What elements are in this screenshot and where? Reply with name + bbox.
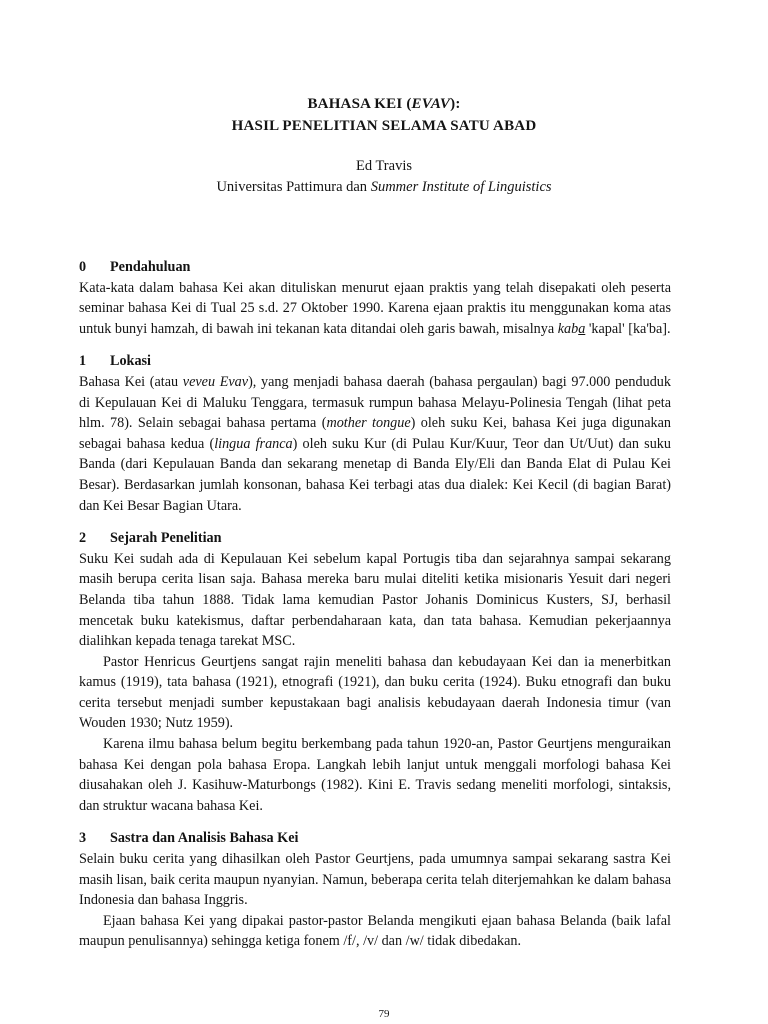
page-number: 79 — [378, 1008, 390, 1020]
section-heading — [79, 828, 671, 849]
section-number: 1 — [79, 353, 87, 370]
title-line-2: HASIL PENELITIAN SELAMA SATU ABAD — [231, 118, 537, 134]
stressed-syllable: a — [578, 320, 586, 337]
section-heading — [79, 351, 671, 372]
section-3 — [79, 828, 671, 952]
paragraph: Pastor Henricus Geurtjens sangat rajin meneliti bahasa dan kebudayaan Kei dan ia menerbitkan kamus (1919), tata bahasa (1921), etnografi (1921), dan buku cerita (1924). Buku etnografi dan buku cerita tersebut menjadi sumber kepustakaan bagi analisis kebudayaan daerah Indonesia timur (van Wouden 1930; Nutz 1959). — [79, 653, 671, 732]
section-number: 0 — [79, 259, 87, 275]
section-title: Sejarah Penelitian — [110, 530, 222, 547]
text-run: ), yang menjadi bahasa daerah (bahasa pergaulan) bagi 97.000 penduduk di Kepulauan Kei di Maluku Tenggara, termasuk rumpun bahasa Melayu-Polinesia Tengah (lihat peta hlm. 78). Selain sebagai bahasa pertama ( — [79, 373, 671, 432]
author-name: Ed Travis — [355, 158, 412, 174]
section-heading — [79, 528, 671, 549]
text-run: 'kapal' [ka'ba]. — [585, 320, 671, 337]
title-prefix: BAHASA KEI ( — [307, 96, 412, 112]
example-word — [558, 321, 586, 337]
title-line-1 — [0, 96, 768, 113]
body-text — [79, 257, 671, 964]
paragraph: Suku Kei sudah ada di Kepulauan Kei sebelum kapal Portugis tiba dan sejarahnya sampai sekarang masih berupa cerita lisan saja. Bahasa mereka baru mulai diteliti ketika misionaris Yesuit dari negeri Belanda tiba tahun 1888. Tidak lama kemudian Pastor Johanis Dominicus Kusters, SJ, berhasil mencetak buku katekismus, daftar perbendaharaan kata, dan tata bahasa. Kemudian pekerjaannya dialihkan kepada tenaga tarekat MSC. — [79, 550, 671, 650]
text-run: Bahasa Kei (atau — [79, 373, 183, 390]
italic-term: veveu Evav — [182, 373, 249, 390]
title-suffix: ): — [450, 96, 461, 112]
paragraph: Selain buku cerita yang dihasilkan oleh Pastor Geurtjens, pada umumnya sampai sekarang sastra Kei masih lisan, baik cerita maupun nyanyian. Namun, beberapa cerita telah diterjemahkan ke dalam bahasa Indonesia dan bahasa Inggris. — [79, 851, 671, 909]
text-run: Kata-kata dalam bahasa Kei akan dituliskan menurut ejaan praktis yang telah disepakati oleh peserta seminar bahasa Kei di Tual 25 s.d. 27 Oktober 1990. Karena ejaan praktis itu menggunakan koma atas untuk bunyi hamzah, di bawah ini tekanan kata ditandai oleh garis bawah, misalnya — [79, 279, 671, 337]
affiliation-text: Universitas Pattimura dan — [216, 179, 371, 195]
author-affiliation — [0, 179, 768, 196]
section-title: Sastra dan Analisis Bahasa Kei — [110, 830, 299, 847]
paragraph — [79, 372, 671, 516]
text-run: ) oleh suku Kur (di Pulau Kur/Kuur, Teor dan Ut/Uut) dan suku Banda (dari Kepulauan Banda dan sekarang menetap di Banda Ely/Eli dan Banda Elat di Pulau Kei Besar). Berdasarkan jumlah konsonan, bahasa Kei terbagi atas dua dialek: Kei Kecil (di bagian Barat) dan Kei Besar Bagian Utara. — [79, 435, 671, 514]
section-title: Lokasi — [110, 353, 152, 370]
section-number: 3 — [79, 830, 87, 847]
example-word-base: kab — [557, 320, 579, 337]
section-number: 2 — [79, 530, 87, 547]
section-1 — [79, 351, 671, 516]
affiliation-italic: Summer Institute of Linguistics — [370, 179, 552, 195]
italic-term: lingua franca — [214, 435, 293, 452]
text-run: ) oleh suku Kei, bahasa Kei juga digunakan sebagai bahasa kedua ( — [79, 415, 671, 452]
paragraph: Karena ilmu bahasa belum begitu berkembang pada tahun 1920-an, Pastor Geurtjens menguraikan bahasa Kei dengan pola bahasa Eropa. Langkah lebih lanjut untuk menggali morfologi bahasa Kei diusahakan oleh J. Kasihuw-Maturbongs (1982). Kini E. Travis sedang meneliti morfologi, sintaksis, dan struktur wacana bahasa Kei. — [79, 736, 671, 814]
section-2 — [79, 528, 671, 816]
paragraph: Ejaan bahasa Kei yang dipakai pastor-pastor Belanda mengikuti ejaan bahasa Belanda (baik lafal maupun penulisannya) sehingga ketiga fonem /f/, /v/ dan /w/ tidak dibedakan. — [79, 912, 671, 950]
section-title: Pendahuluan — [110, 259, 191, 275]
italic-term: mother tongue — [326, 415, 411, 432]
section-heading — [79, 257, 671, 278]
section-0 — [79, 257, 671, 339]
title-italic: EVAV — [411, 96, 451, 112]
paragraph — [79, 278, 671, 340]
